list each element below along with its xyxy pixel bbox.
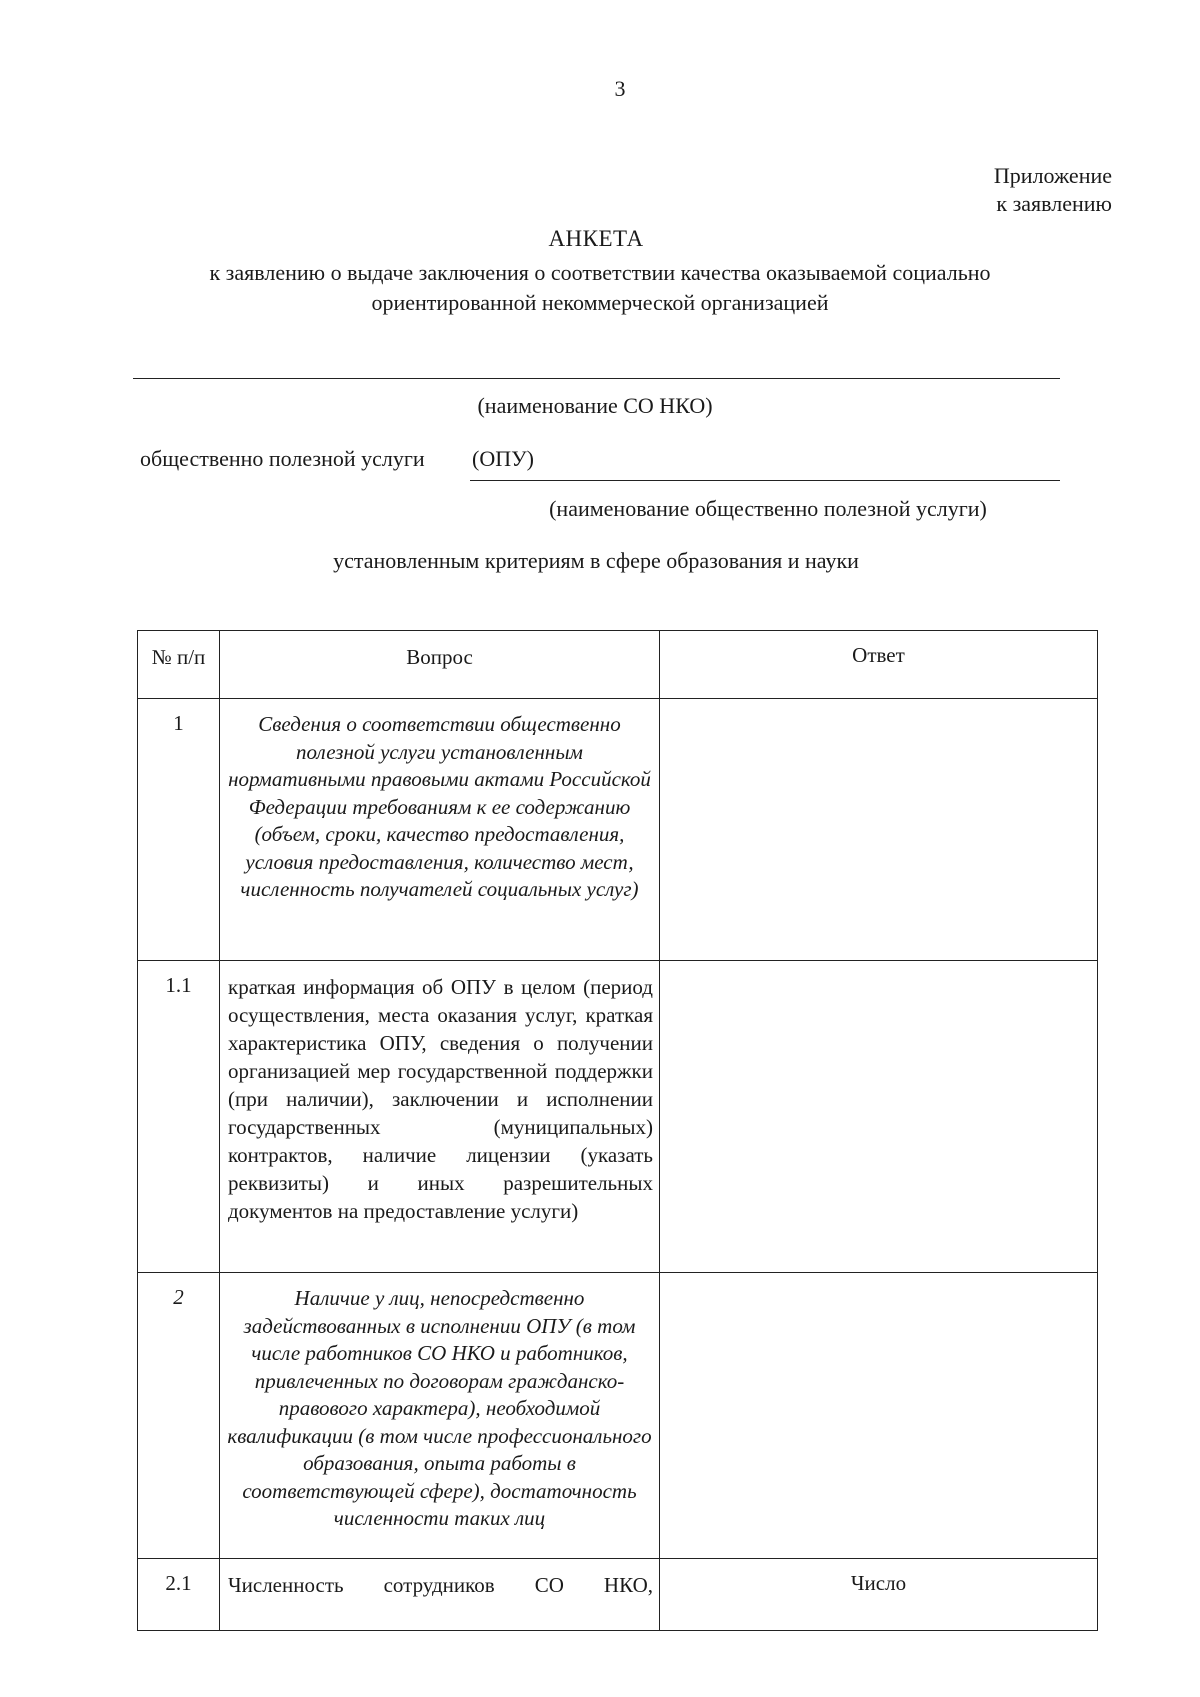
header-answer: Ответ xyxy=(660,631,1098,699)
org-name-line xyxy=(133,378,1060,379)
row-answer: Число xyxy=(660,1559,1098,1631)
row-question: Наличие у лиц, непосредственно задействованных в исполнении ОПУ (в том числе работников СО НКО и работников, привлеченных по договорам гражданско-правового характера), необходимой квалификации (в том числе профессионального образования, опыта работы в соответствующей сфере), достаточность численности таких лиц xyxy=(220,1273,660,1559)
header-num: № п/п xyxy=(138,631,220,699)
form-subtitle: к заявлению о выдаче заключения о соответствии качества оказываемой социально ориентированной некоммерческой организацией xyxy=(209,260,991,315)
row-num: 2 xyxy=(138,1273,220,1559)
criteria-line: установленным критериям в сфере образования и науки xyxy=(333,548,859,573)
appendix-note xyxy=(994,162,1112,218)
row-answer xyxy=(660,1273,1098,1559)
row-num: 1 xyxy=(138,699,220,961)
row-answer xyxy=(660,961,1098,1273)
row-question: Сведения о соответствии общественно полезной услуги установленным нормативными правовыми актами Российской Федерации требованиям к ее содержанию (объем, сроки, качество предоставления, условия предоставления, количество мест, численность получателей социальных услуг) xyxy=(220,699,660,961)
row-question: краткая информация об ОПУ в целом (период осуществления, места оказания услуг, краткая характеристика ОПУ, сведения о получении организацией мер государственной поддержки (при наличии), заключении и исполнении государственных (муниципальных) контрактов, наличие лицензии (указать реквизиты) и иных разрешительных документов на предоставление услуги) xyxy=(220,961,660,1273)
service-value: (ОПУ) xyxy=(472,446,535,471)
row-question: Численность сотрудников СО НКО, xyxy=(220,1559,660,1631)
service-name-line xyxy=(470,480,1060,481)
service-name-caption: (наименование общественно полезной услуги) xyxy=(549,496,987,521)
appendix-line-2: к заявлению xyxy=(996,191,1112,216)
org-name-caption: (наименование СО НКО) xyxy=(477,393,713,418)
row-answer xyxy=(660,699,1098,961)
appendix-line-1: Приложение xyxy=(993,163,1112,188)
page-number: 3 xyxy=(614,76,626,101)
questionnaire-table xyxy=(137,630,1098,1631)
table-row xyxy=(138,699,1098,961)
service-label: общественно полезной услуги xyxy=(140,446,425,471)
form-title: АНКЕТА xyxy=(548,226,644,251)
table-row xyxy=(138,1273,1098,1559)
table-row xyxy=(138,961,1098,1273)
row-num: 2.1 xyxy=(138,1559,220,1631)
row-num: 1.1 xyxy=(138,961,220,1273)
table-header-row xyxy=(138,631,1098,699)
header-question: Вопрос xyxy=(220,631,660,699)
table-row xyxy=(138,1559,1098,1631)
